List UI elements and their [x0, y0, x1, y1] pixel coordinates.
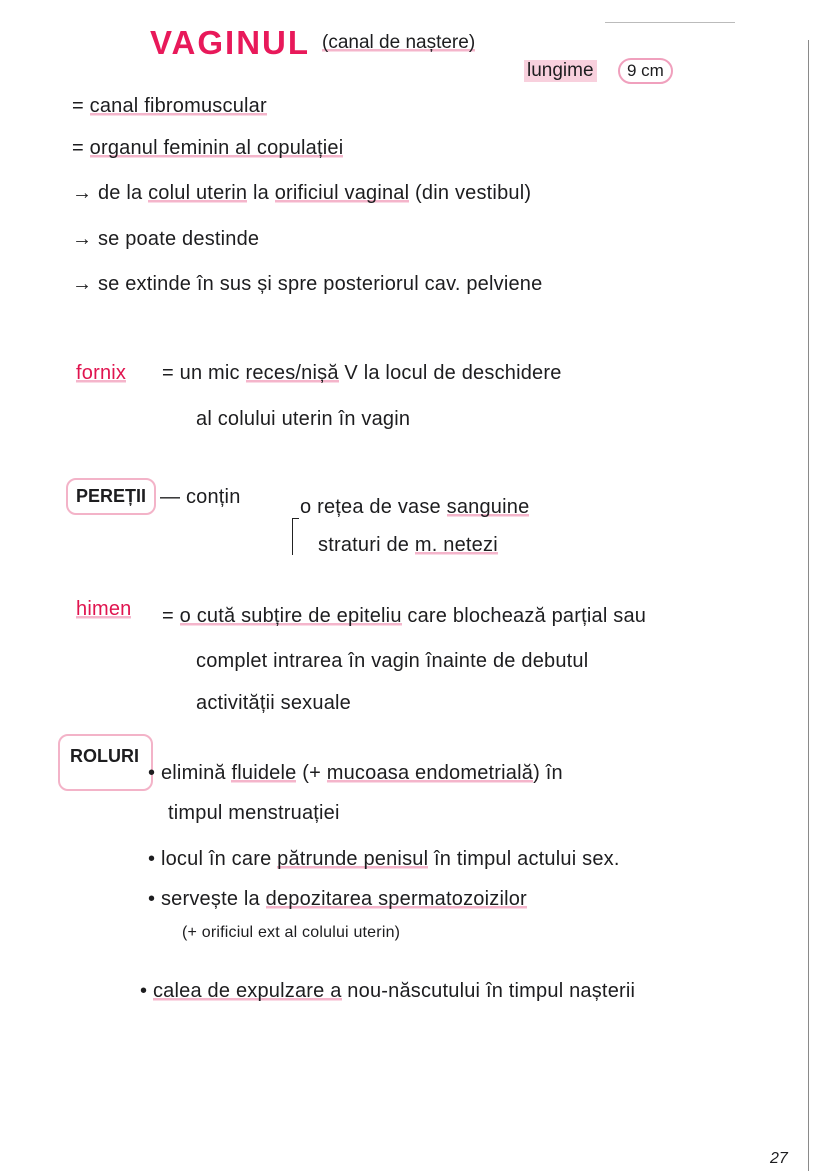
note-line	[76, 598, 131, 621]
highlighted-text: m. netezi	[414, 534, 498, 556]
note-line	[148, 888, 527, 911]
note-text: =	[162, 605, 180, 627]
term-label: fornix	[76, 362, 127, 384]
highlighted-text: orificiul vaginal	[274, 182, 410, 204]
note-text: nou-născutului în timpul nașterii	[341, 980, 636, 1002]
bracket-mark	[292, 518, 299, 555]
note-line	[72, 273, 542, 296]
note-text: complet intrarea în vagin înainte de debutul	[196, 650, 589, 672]
note-text: → de la	[72, 182, 149, 204]
note-text: •	[140, 980, 153, 1002]
note-line	[196, 650, 588, 673]
term-label: himen	[76, 598, 132, 620]
length-label: lungime	[524, 60, 597, 82]
note-text: care blochează parțial sau	[401, 605, 647, 627]
note-line	[162, 362, 562, 385]
note-line	[148, 762, 563, 785]
paper-edge-top	[605, 22, 735, 23]
note-line	[72, 228, 259, 251]
roluri-heading: ROLURI	[58, 734, 153, 791]
note-text: = un mic	[162, 362, 246, 384]
note-line	[300, 496, 529, 519]
note-text: — conțin	[160, 486, 241, 508]
note-text: activității sexuale	[196, 692, 351, 714]
highlighted-text: calea de expulzare a	[152, 980, 342, 1002]
note-text: (din vestibul)	[409, 182, 532, 204]
note-text: o rețea de vase	[300, 496, 447, 518]
highlighted-text: o cută subțire de epiteliu	[179, 605, 402, 627]
note-text: la	[247, 182, 275, 204]
note-text: • elimină	[148, 762, 232, 784]
note-line	[140, 980, 635, 1003]
page-subtitle	[322, 32, 475, 54]
note-line	[196, 408, 410, 431]
note-line	[162, 605, 646, 628]
note-text: → se extinde în sus și spre posteriorul cav. pelviene	[72, 273, 543, 295]
highlighted-text: pătrunde penisul	[277, 848, 429, 870]
note-text: • servește la	[148, 888, 266, 910]
note-line	[168, 802, 340, 825]
highlighted-text: depozitarea spermatozoizilor	[265, 888, 527, 910]
peretii-heading: PEREȚII	[66, 478, 156, 515]
page-number: 27	[770, 1150, 788, 1167]
note-text: straturi de	[318, 534, 415, 556]
note-text: timpul menstruației	[168, 802, 340, 824]
highlighted-text: organul feminin al copulației	[89, 137, 344, 159]
note-line	[318, 534, 498, 557]
highlighted-text: reces/nișă	[245, 362, 339, 384]
note-text: (+	[296, 762, 327, 784]
note-text: (+ orificiul ext al colului uterin)	[182, 924, 401, 941]
note-text: • locul în care	[148, 848, 278, 870]
subtitle-text: (canal de naștere)	[322, 32, 476, 53]
highlighted-text: sanguine	[446, 496, 530, 518]
note-line	[76, 362, 126, 385]
paper-edge-right	[808, 40, 809, 1171]
highlighted-text: mucoasa endometrială	[326, 762, 534, 784]
note-line	[72, 95, 267, 118]
note-text: V la locul de deschidere	[338, 362, 562, 384]
note-line	[72, 182, 531, 205]
note-line	[182, 924, 400, 942]
note-text: ) în	[533, 762, 563, 784]
note-line	[148, 848, 620, 871]
note-text: în timpul actului sex.	[428, 848, 620, 870]
page-title: VAGINUL	[150, 24, 311, 61]
highlighted-text: fluidele	[231, 762, 297, 784]
note-text: → se poate destinde	[72, 228, 260, 250]
note-line	[72, 137, 343, 160]
note-text: =	[72, 95, 90, 117]
highlighted-text: colul uterin	[148, 182, 248, 204]
highlighted-text: canal fibromuscular	[89, 95, 267, 117]
note-text: =	[72, 137, 90, 159]
note-line	[196, 692, 351, 715]
note-text: al colului uterin în vagin	[196, 408, 411, 430]
length-value: 9 cm	[618, 58, 673, 84]
note-line	[160, 486, 241, 509]
